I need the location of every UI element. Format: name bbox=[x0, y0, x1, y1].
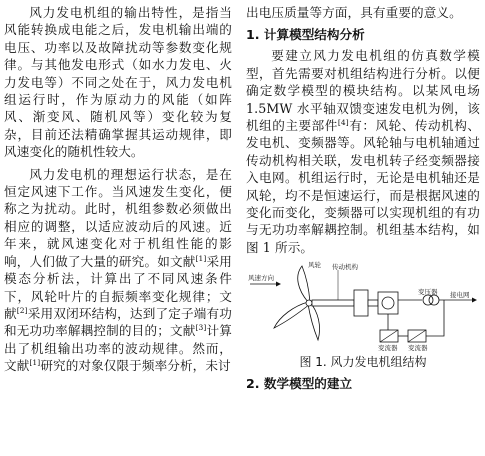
label-converter-2: 变流器 bbox=[408, 344, 428, 353]
paragraph-continuation: 出电压质量等方面，具有重要的意义。 bbox=[246, 5, 462, 20]
blade-icon bbox=[308, 302, 320, 340]
paragraph-text: 研究的对象仅限于频率分析，未讨 bbox=[40, 358, 231, 374]
high-speed-shaft bbox=[368, 300, 378, 306]
citation-ref: [2] bbox=[16, 305, 28, 315]
generator-icon bbox=[378, 292, 398, 314]
transformer-icon bbox=[423, 295, 433, 305]
figure-caption: 图 1. 风力发电机组结构 bbox=[299, 355, 427, 370]
paragraph-output-characteristics: 风力发电机组的输出特性，是指当风能转换成电能之后，发电机输出端的电压、功率以及故障扰动等参数变化规律。与其他发电形式（如水力发电、火力发电等）不同之处在于，风力发电机组运行时，作为原动力的风能（如阵风、渐变风、随机风等）变化较为复杂，目前还法精确掌握其运动规律，即风速变化的随机性较大。 bbox=[4, 5, 232, 160]
paragraph-text: 计算出了机组输出功率的波动规律。然而，文献 bbox=[4, 323, 233, 374]
converter-grid-line bbox=[426, 300, 444, 336]
paragraph-ideal-operation bbox=[4, 166, 232, 375]
blade-icon bbox=[298, 266, 310, 302]
paragraph-text: 有：风轮、传动机构、发电机、变频器等。风轮轴与电机轴通过传动机构相关联，发电机转子经变频器接入电网。机组运行时，无论是电机轴还是风轮，均不是恒速运行，而是根据风速的变化而变化，变频器可以实现机组的有功与无功功率解耦控制。机组基本结构，如图 1 所示。 bbox=[246, 118, 481, 255]
blade-icon bbox=[274, 302, 310, 328]
label-wind-direction: 风速方向 bbox=[248, 274, 274, 283]
citation-ref: [4] bbox=[337, 117, 349, 127]
label-gear: 传动机构 bbox=[332, 263, 358, 272]
paragraph-text: 要建立风力发电机组的仿真数学模型，首先需要对机组结构进行分析。以便确定数学模型的模块结构。以某风电场 1.5MW 水平轴双馈变速发电机为例，该机组的主要部件 bbox=[246, 48, 480, 134]
grid-arrow-head bbox=[472, 298, 477, 303]
citation-ref: [1] bbox=[29, 357, 41, 367]
label-grid: 接电网 bbox=[450, 291, 470, 300]
label-rotor: 风轮 bbox=[308, 261, 321, 270]
citation-ref: [3] bbox=[195, 323, 207, 333]
label-transformer: 变压器 bbox=[418, 288, 438, 297]
turbine-diagram bbox=[246, 260, 480, 352]
paragraph-text: 风力发电机的理想运行状态，是在恒定风速下工作。当风速发生变化，便称之为扰动。此时，机组参数必须做出相应的调整，以适应波动后的风速。近年来，就风速变化对于机组性能的影响，人们做了大量的研究。如文献 bbox=[4, 166, 232, 269]
main-shaft bbox=[312, 300, 354, 306]
wind-arrow-head bbox=[276, 282, 281, 287]
transformer-icon bbox=[429, 295, 439, 305]
citation-ref: [1] bbox=[195, 253, 207, 263]
right-column bbox=[246, 4, 480, 396]
hub-icon bbox=[306, 300, 312, 306]
section-heading-1: 1. 计算模型结构分析 bbox=[246, 27, 365, 43]
left-column bbox=[4, 4, 232, 375]
paragraph-text: 采用双闭环结构，达到了定子端有功和无功功率解耦控制的目的；文献 bbox=[4, 305, 232, 339]
figure-turbine-structure bbox=[246, 260, 480, 352]
label-converter-1: 变流器 bbox=[378, 344, 398, 353]
section-heading-2: 2. 数学模型的建立 bbox=[246, 376, 353, 392]
paragraph-model-structure bbox=[246, 47, 480, 256]
gearbox-icon bbox=[354, 290, 368, 316]
paragraph-text: 采用模态分析法，计算出了不同风速条件下，风轮叶片的自振频率变化规律；文献 bbox=[4, 253, 233, 321]
